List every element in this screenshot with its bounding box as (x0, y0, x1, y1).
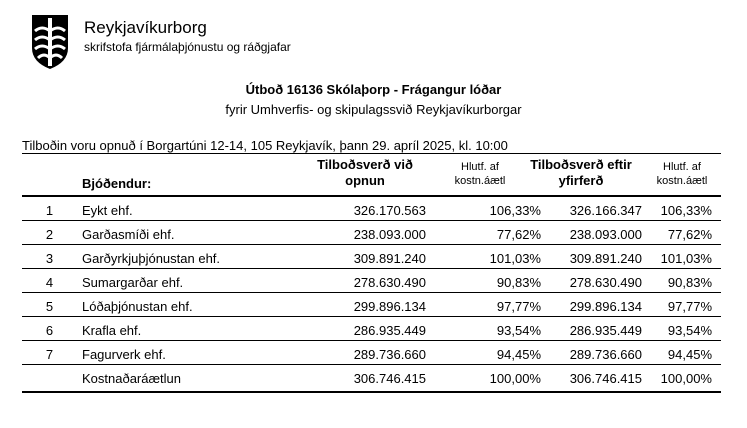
table-row (22, 319, 721, 341)
table-top-rule (22, 153, 721, 154)
row-number: 3 (45, 251, 54, 266)
row-divider (22, 316, 721, 317)
offer-after-review: 289.736.660 (569, 347, 642, 362)
table-row (22, 271, 721, 293)
header-offer-at-opening-line1: Tilboðsverð við (317, 157, 413, 172)
offer-at-opening: 238.093.000 (353, 227, 426, 242)
reykjavik-shield-logo-icon (30, 14, 70, 70)
ratio-at-opening: 93,54% (496, 323, 541, 338)
offer-at-opening: 286.935.449 (353, 323, 426, 338)
estimate-ratio-after: 100,00% (660, 371, 712, 386)
offer-after-review: 278.630.490 (569, 275, 642, 290)
ratio-after-review: 94,45% (667, 347, 712, 362)
estimate-offer-after: 306.746.415 (569, 371, 642, 386)
header-offer-after-review-line1: Tilboðsverð eftir (530, 157, 632, 172)
organization-department: skrifstofa fjármálaþjónustu og ráðgjafar (84, 40, 291, 54)
offer-after-review: 299.896.134 (569, 299, 642, 314)
offer-at-opening: 326.170.563 (353, 203, 426, 218)
ratio-at-opening: 106,33% (489, 203, 541, 218)
ratio-after-review: 77,62% (667, 227, 712, 242)
header-ratio-after-line2: kostn.áætl (656, 175, 708, 187)
estimate-ratio: 100,00% (489, 371, 541, 386)
ratio-at-opening: 101,03% (489, 251, 541, 266)
row-number: 2 (45, 227, 54, 242)
row-divider (22, 220, 721, 221)
offer-after-review: 309.891.240 (569, 251, 642, 266)
header-offer-after-review-line2: yfirferð (558, 173, 604, 188)
offer-at-opening: 299.896.134 (353, 299, 426, 314)
row-divider (22, 244, 721, 245)
ratio-at-opening: 77,62% (496, 227, 541, 242)
header-ratio-line2: kostn.áætl (454, 175, 506, 187)
offer-at-opening: 278.630.490 (353, 275, 426, 290)
ratio-after-review: 90,83% (667, 275, 712, 290)
header-offer-at-opening (300, 157, 430, 189)
ratio-after-review: 97,77% (667, 299, 712, 314)
header-bottom-rule (22, 195, 721, 197)
table-row (22, 343, 721, 365)
row-number: 6 (45, 323, 54, 338)
row-number: 1 (45, 203, 54, 218)
offer-at-opening: 309.891.240 (353, 251, 426, 266)
table-row (22, 295, 721, 317)
ratio-after-review: 106,33% (660, 203, 712, 218)
header-offer-at-opening-line2: opnun (345, 173, 385, 188)
organization-name: Reykjavíkurborg (84, 18, 207, 37)
header-ratio-after-line1: Hlutf. af (663, 161, 701, 173)
offer-after-review: 238.093.000 (569, 227, 642, 242)
header-ratio-after-review (634, 160, 730, 188)
row-number: 5 (45, 299, 54, 314)
row-divider (22, 292, 721, 293)
row-divider (22, 340, 721, 341)
bidder-name: Eykt ehf. (82, 203, 133, 218)
bidder-name: Sumargarðar ehf. (82, 275, 184, 290)
table-row (22, 223, 721, 245)
row-number: 4 (45, 275, 54, 290)
bidder-name: Lóðaþjónustan ehf. (82, 299, 193, 314)
bidder-name: Garðasmíði ehf. (82, 227, 175, 242)
offer-after-review: 286.935.449 (569, 323, 642, 338)
bidder-name: Garðyrkjuþjónustan ehf. (82, 251, 221, 266)
cost-estimate-row (22, 367, 721, 389)
row-divider (22, 364, 721, 365)
table-row (22, 247, 721, 269)
estimate-offer: 306.746.415 (353, 371, 426, 386)
row-number: 7 (45, 347, 54, 362)
cost-estimate-label: Kostnaðaráætlun (82, 371, 182, 386)
opening-statement: Tilboðin voru opnuð í Borgartúni 12-14, 105 Reykjavík, þann 29. apríl 2025, kl. 10:00 (22, 138, 508, 153)
table-bottom-rule (22, 391, 721, 393)
offer-at-opening: 289.736.660 (353, 347, 426, 362)
table-row (22, 199, 721, 221)
ratio-at-opening: 94,45% (496, 347, 541, 362)
ratio-at-opening: 90,83% (496, 275, 541, 290)
ratio-at-opening: 97,77% (496, 299, 541, 314)
offer-after-review: 326.166.347 (569, 203, 642, 218)
document-subtitle: fyrir Umhverfis- og skipulagssvið Reykjavíkurborgar (225, 102, 522, 117)
ratio-after-review: 101,03% (660, 251, 712, 266)
document-title: Útboð 16136 Skólaþorp - Frágangur lóðar (245, 82, 502, 97)
row-divider (22, 268, 721, 269)
header-bidders: Bjóðendur: (82, 176, 152, 191)
ratio-after-review: 93,54% (667, 323, 712, 338)
bidder-name: Fagurverk ehf. (82, 347, 166, 362)
bidder-name: Krafla ehf. (82, 323, 142, 338)
header-ratio-line1: Hlutf. af (461, 161, 499, 173)
